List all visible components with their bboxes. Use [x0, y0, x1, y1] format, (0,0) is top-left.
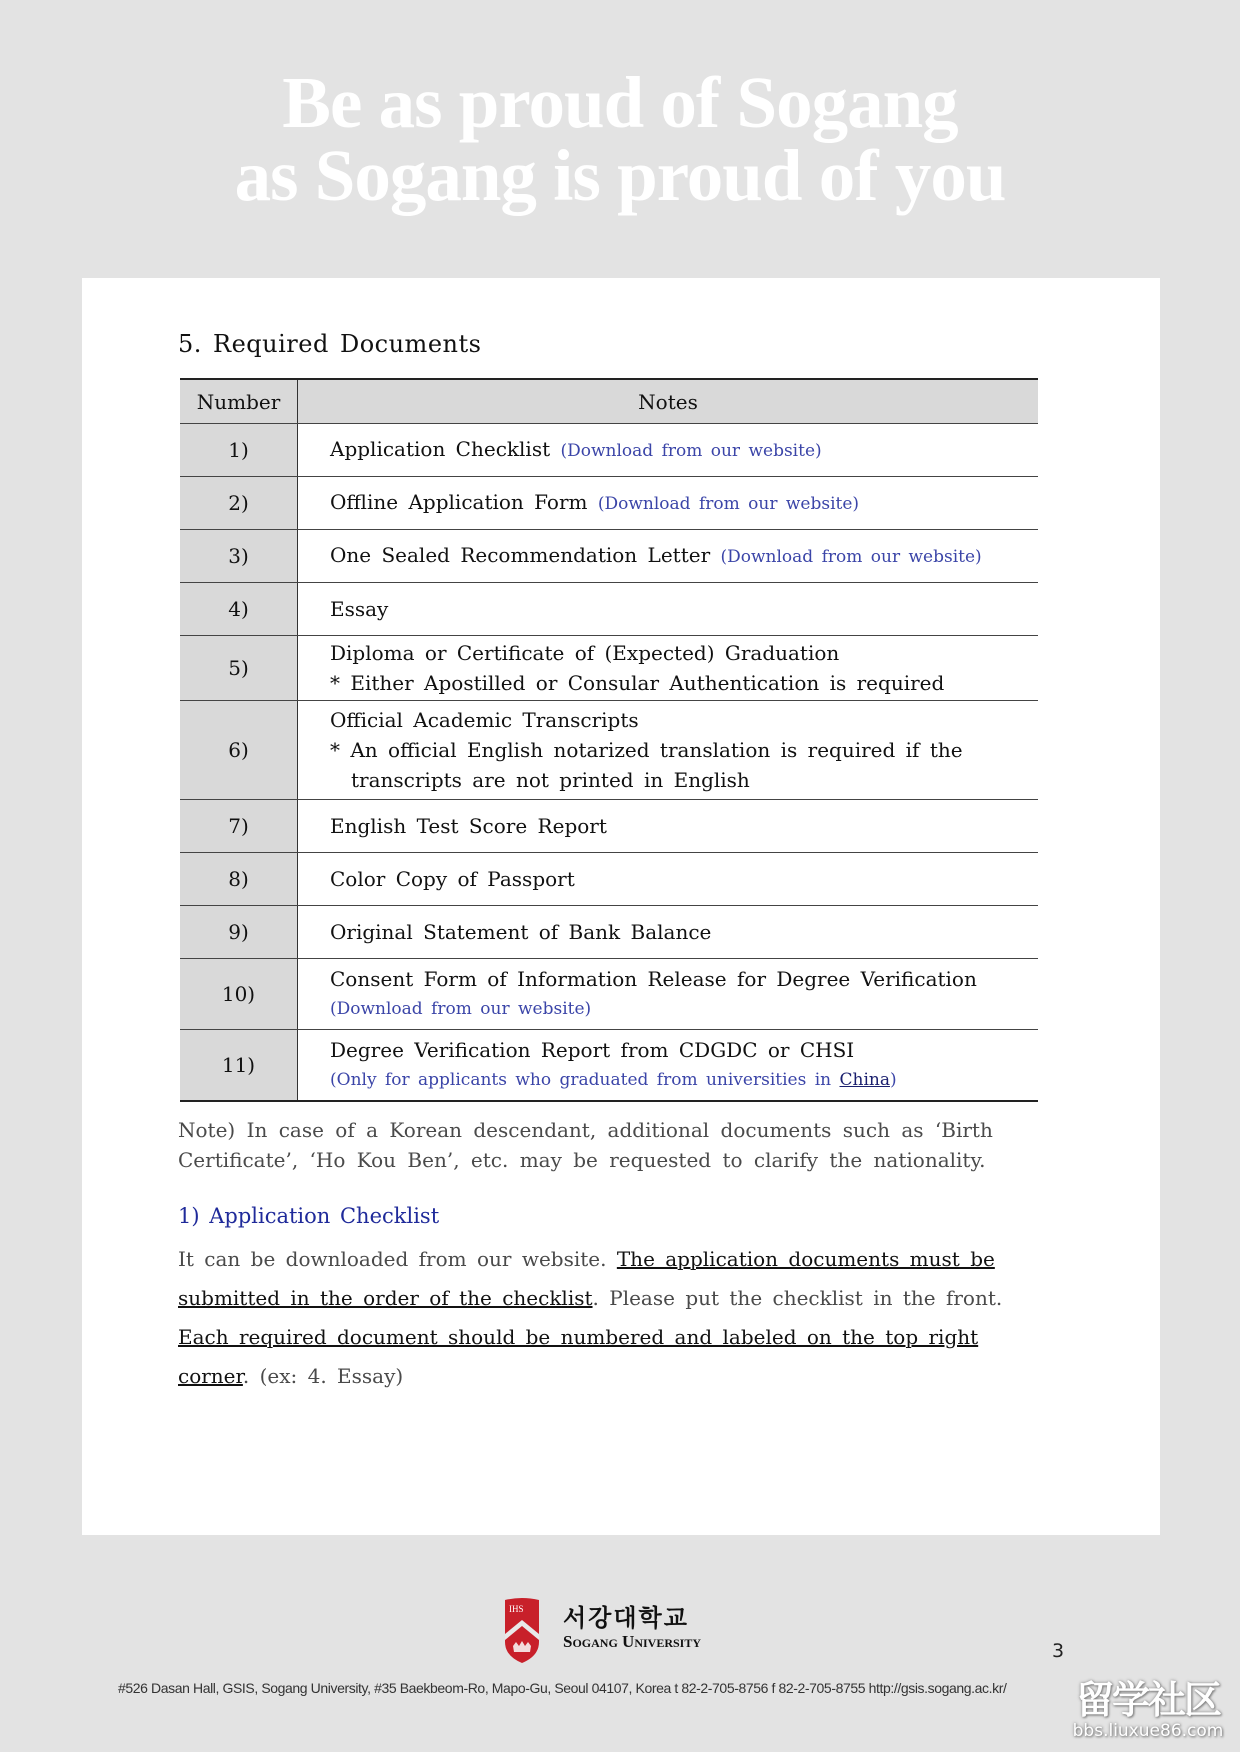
row-note [298, 701, 1039, 800]
row-number: 4) [180, 583, 298, 636]
row-note-main: Degree Verification Report from CDGDC or CHSI [330, 1037, 855, 1062]
row-note [298, 853, 1039, 906]
application-checklist-heading: 1) Application Checklist [178, 1204, 440, 1228]
row-note [298, 636, 1039, 701]
korean-descendant-note [178, 1115, 1058, 1175]
row-number: 10) [180, 959, 298, 1030]
header-number: Number [180, 379, 298, 424]
application-checklist-body [178, 1240, 1048, 1396]
download-link[interactable]: (Download from our website) [330, 999, 592, 1019]
row-number: 7) [180, 800, 298, 853]
table-row [180, 800, 1038, 853]
row-note [298, 906, 1039, 959]
row-note-main: Color Copy of Passport [330, 867, 575, 891]
china-only-note [330, 1065, 1038, 1095]
row-note-main: Application Checklist [330, 437, 551, 461]
row-number: 9) [180, 906, 298, 959]
row-note [298, 583, 1039, 636]
required-documents-table [180, 378, 1038, 1102]
watermark-url: bbs.liuxue86.com [1072, 1721, 1224, 1741]
logo-english-name: Sogang University [563, 1632, 702, 1651]
row-note [298, 530, 1039, 583]
hero-line-2: as Sogang is proud of you [234, 135, 1006, 216]
checklist-order-requirement: The application documents must be submitted in the order of the checklist [178, 1247, 995, 1310]
china-link[interactable]: China [839, 1069, 890, 1090]
watermark-chinese: 留学社区 [1075, 1678, 1220, 1722]
row-note-sub: * Either Apostilled or Consular Authentication is required [330, 671, 945, 695]
page-number: 3 [1052, 1640, 1065, 1662]
row-number: 3) [180, 530, 298, 583]
table-row [180, 636, 1038, 701]
checklist-text-3: . (ex: 4. Essay) [242, 1364, 404, 1388]
row-number: 6) [180, 701, 298, 800]
china-note-pre: (Only for applicants who graduated from universities in [330, 1069, 840, 1090]
header-notes: Notes [298, 379, 1039, 424]
row-note [298, 800, 1039, 853]
checklist-text-1: It can be downloaded from our website. [178, 1247, 617, 1271]
table-row [180, 583, 1038, 636]
row-number: 11) [180, 1030, 298, 1101]
table-row [180, 477, 1038, 530]
row-note-main: Offline Application Form [330, 490, 588, 514]
row-note-main: Essay [330, 597, 389, 621]
download-link[interactable]: (Download from our website) [597, 494, 860, 514]
download-link[interactable]: (Download from our website) [560, 441, 822, 461]
row-note-sub-continued: transcripts are not printed in English [351, 768, 750, 792]
checklist-text-2: . Please put the checklist in the front. [592, 1286, 1003, 1310]
table-row [180, 1030, 1038, 1101]
row-note-main: Diploma or Certificate of (Expected) Graduation [330, 641, 840, 665]
row-note-sub: * An official English notarized translation is required if the [330, 738, 963, 762]
row-note [298, 959, 1039, 1030]
note-line-1: Note) In case of a Korean descendant, additional documents such as ‘Birth [178, 1118, 993, 1142]
table-row [180, 530, 1038, 583]
footer-address: #526 Dasan Hall, GSIS, Sogang University, #35 Baekbeom-Ro, Mapo-Gu, Seoul 04107, Korea t 82-2-705-8756 f 82-2-705-8755 http://gsis.sogang.ac.kr/ [118, 1680, 1007, 1696]
site-watermark [1068, 1680, 1228, 1750]
row-note-main: English Test Score Report [330, 814, 607, 838]
row-note-main: Consent Form of Information Release for Degree Verification [330, 967, 977, 991]
row-number: 8) [180, 853, 298, 906]
table-row [180, 906, 1038, 959]
row-note [298, 424, 1039, 477]
svg-text:IHS: IHS [509, 1604, 524, 1614]
row-note [298, 1030, 1039, 1101]
row-number: 1) [180, 424, 298, 477]
row-number: 2) [180, 477, 298, 530]
table-row [180, 959, 1038, 1030]
section-title: 5. Required Documents [178, 330, 482, 358]
table-row [180, 424, 1038, 477]
checklist-label-requirement: Each required document should be numbered and labeled on the top right corner [178, 1325, 979, 1388]
row-note-main: One Sealed Recommendation Letter [330, 543, 711, 567]
note-line-2: Certificate’, ‘Ho Kou Ben’, etc. may be requested to clarify the nationality. [178, 1148, 986, 1172]
sogang-shield-icon [503, 1596, 541, 1664]
logo-korean-name: 서강대학교 [563, 1604, 689, 1632]
row-note [298, 477, 1039, 530]
china-note-post: ) [889, 1069, 897, 1090]
row-note-main: Original Statement of Bank Balance [330, 920, 712, 944]
download-link[interactable]: (Download from our website) [720, 547, 982, 567]
table-row [180, 853, 1038, 906]
row-note-main: Official Academic Transcripts [330, 708, 639, 732]
row-number: 5) [180, 636, 298, 701]
hero-line-1: Be as proud of Sogang [282, 62, 958, 143]
table-row [180, 701, 1038, 800]
hero-slogan [0, 62, 1240, 216]
table-header-row [180, 379, 1038, 424]
sogang-university-logo [503, 1596, 743, 1666]
